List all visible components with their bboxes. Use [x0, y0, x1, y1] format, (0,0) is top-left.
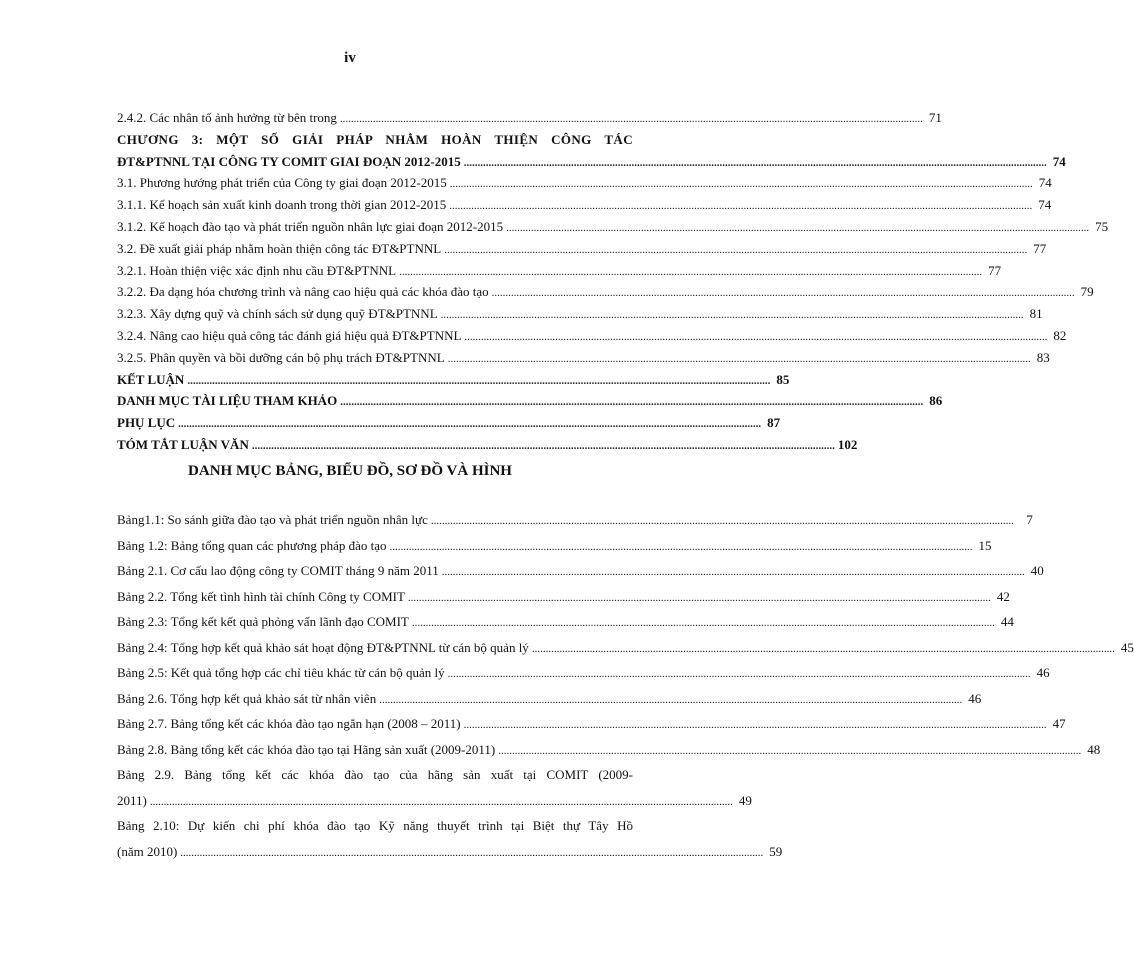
- table-entry: [117, 614, 1014, 640]
- chapter-heading-page: 74: [1052, 153, 1066, 169]
- dot-leader: [506, 221, 1089, 236]
- table-entry-page: 42: [996, 588, 1010, 604]
- toc-entry-appendix: [117, 415, 781, 437]
- toc-entry: [117, 197, 1052, 219]
- toc-entry-page: 77: [988, 262, 1002, 278]
- table-entry-wrapped: [117, 818, 783, 869]
- toc-entry: [117, 349, 1050, 372]
- toc-entry-page: 74: [1038, 175, 1052, 191]
- table-entry-page: 48: [1087, 741, 1101, 757]
- toc-entry-label: DANH MỤC TÀI LIỆU THAM KHẢO: [117, 393, 338, 409]
- table-entry-page: 40: [1030, 563, 1044, 578]
- list-of-tables-title: DANH MỤC BẢNG, BIỂU ĐỒ, SƠ ĐỒ VÀ HÌNH: [188, 463, 512, 479]
- toc-entry-label: 2.4.2. Các nhân tố ảnh hưởng từ bên trong: [117, 110, 337, 125]
- table-entry-page: 7: [1026, 512, 1033, 527]
- table-entry-label: 2011): [117, 792, 147, 808]
- chapter-heading-label: ĐT&PTNNL TẠI CÔNG TY COMIT GIAI ĐOẠN 2012-2015: [117, 153, 461, 169]
- table-entry: [117, 512, 1033, 538]
- dot-leader: [492, 286, 1075, 301]
- dot-leader: [442, 565, 1025, 580]
- table-entry-label: Bảng 2.8. Bảng tổng kết các khóa đào tạo tại Hãng sản xuất (2009-2011): [117, 741, 496, 757]
- table-entry-line2: [117, 843, 783, 870]
- toc-entry-label: KẾT LUẬN: [117, 371, 185, 387]
- dot-leader: [449, 199, 1032, 214]
- table-entry: [117, 639, 1134, 666]
- dot-leader: [431, 514, 1014, 529]
- dot-leader: [379, 693, 962, 708]
- toc-entry: [117, 218, 1109, 241]
- dot-leader: [408, 591, 991, 606]
- dot-leader: [390, 540, 973, 555]
- section-list: [117, 175, 1109, 371]
- table-entry-page: 59: [769, 843, 783, 859]
- toc-entry-conclusion: [117, 371, 790, 394]
- toc-entry: [117, 175, 1052, 197]
- toc-entry: [117, 306, 1043, 328]
- toc-entry: [117, 110, 942, 132]
- table-entry-line1: Bảng 2.10: Dự kiến chi phí khóa đào tạo Kỹ năng thuyết trình tại Biệt thự Tây Hồ: [117, 818, 633, 833]
- table-entry-line2: [117, 792, 752, 819]
- dot-leader: [441, 308, 1024, 323]
- dot-leader: [464, 330, 1047, 345]
- table-entry: [117, 588, 1010, 615]
- toc-entry-page: 102: [837, 436, 858, 452]
- dot-leader: [252, 439, 835, 454]
- toc-entry-label: 3.2.5. Phân quyền và bồi dưỡng cán bộ phụ trách ĐT&PTNNL: [117, 349, 445, 365]
- chapter-heading-line1: CHƯƠNG 3: MỘT SỐ GIẢI PHÁP NHẰM HOÀN THIỆN CÔNG TÁC: [117, 131, 633, 147]
- page-number: iv: [344, 50, 356, 66]
- table-entry-line1: Bảng 2.9. Bảng tổng kết các khóa đào tạo của hãng sản xuất tại COMIT (2009-: [117, 767, 633, 782]
- dot-leader: [444, 243, 1027, 258]
- table-entry-label: Bảng 2.5: Kết quả tổng hợp các chỉ tiêu khác từ cán bộ quản lý: [117, 665, 445, 680]
- list-of-tables: [117, 512, 1134, 869]
- dot-leader: [464, 718, 1047, 733]
- chapter-heading-line2: [117, 153, 1066, 176]
- dot-leader: [448, 352, 1031, 367]
- table-entry: [117, 690, 982, 717]
- dot-leader: [532, 642, 1115, 657]
- dot-leader: [340, 112, 923, 127]
- toc-entry-page: 83: [1036, 349, 1050, 365]
- dot-leader: [399, 265, 982, 280]
- table-entry-label: Bảng 2.1. Cơ cấu lao động công ty COMIT tháng 9 năm 2011: [117, 563, 439, 578]
- toc-entry-label: 3.2.2. Đa dạng hóa chương trình và nâng cao hiệu quả các khóa đào tạo: [117, 284, 489, 300]
- table-entry-label: Bảng 2.7. Bảng tổng kết các khóa đào tạo ngắn hạn (2008 – 2011): [117, 716, 461, 731]
- toc-entry-page: 81: [1029, 306, 1043, 322]
- table-entry-label: Bảng1.1: So sánh giữa đào tạo và phát triển nguồn nhân lực: [117, 512, 428, 527]
- dot-leader: [150, 795, 733, 810]
- dot-leader: [498, 744, 1081, 759]
- toc-entry-label: 3.1.1. Kế hoạch sản xuất kinh doanh trong thời gian 2012-2015: [117, 197, 447, 213]
- dot-leader: [464, 156, 1047, 171]
- table-entry-page: 49: [738, 792, 752, 808]
- toc-entry-page: 75: [1095, 218, 1109, 234]
- table-entry-label: Bảng 2.6. Tổng hợp kết quả khảo sát từ nhân viên: [117, 690, 377, 706]
- dot-leader: [180, 846, 763, 861]
- toc-entry-label: TÓM TẮT LUẬN VĂN: [117, 436, 249, 452]
- table-entry: [117, 665, 1050, 691]
- table-entry: [117, 537, 992, 564]
- toc-entry-label: 3.1. Phương hướng phát triển của Công ty giai đoạn 2012-2015: [117, 175, 447, 191]
- dot-leader: [340, 395, 923, 410]
- toc-entry-label: PHỤ LỤC: [117, 415, 176, 431]
- toc-entry-summary: [117, 436, 858, 459]
- table-entry-label: Bảng 2.2. Tổng kết tình hình tài chính Công ty COMIT: [117, 588, 405, 604]
- table-entry-wrapped: [117, 767, 752, 818]
- table-entry-label: Bảng 2.4: Tổng hợp kết quả khảo sát hoạt động ĐT&PTNNL từ cán bộ quản lý: [117, 639, 529, 655]
- table-of-contents: [117, 110, 1109, 459]
- table-entry: [117, 563, 1044, 589]
- toc-entry-label: 3.2.3. Xây dựng quỹ và chính sách sử dụng quỹ ĐT&PTNNL: [117, 306, 438, 322]
- dot-leader: [412, 616, 995, 631]
- dot-leader: [450, 177, 1033, 192]
- toc-entry-label: 3.2.4. Nâng cao hiệu quả công tác đánh giá hiệu quả ĐT&PTNNL: [117, 327, 462, 343]
- toc-entry: [117, 327, 1067, 350]
- toc-entry-page: 85: [776, 371, 790, 387]
- toc-entry: [117, 240, 1047, 263]
- table-entry-page: 46: [968, 690, 982, 706]
- table-entry-label: Bảng 2.3: Tổng kết kết quả phỏng vấn lãnh đạo COMIT: [117, 614, 409, 629]
- toc-entry: [117, 262, 1002, 285]
- table-entry-label: (năm 2010): [117, 843, 178, 859]
- toc-entry-references: [117, 393, 943, 415]
- toc-entry: [117, 284, 1094, 306]
- table-entry-page: 47: [1052, 716, 1066, 731]
- toc-entry-label: 3.2. Đề xuất giải pháp nhằm hoàn thiện công tác ĐT&PTNNL: [117, 240, 442, 256]
- table-entry: [117, 716, 1066, 742]
- toc-entry-page: 82: [1053, 327, 1067, 343]
- table-entry-page: 44: [1000, 614, 1014, 629]
- dot-leader: [178, 417, 761, 432]
- table-entry-page: 15: [978, 537, 992, 553]
- table-entry-label: Bảng 1.2: Bảng tổng quan các phương pháp đào tạo: [117, 537, 387, 553]
- table-entry: [117, 741, 1101, 768]
- table-entry-page: 46: [1036, 665, 1050, 680]
- toc-entry-label: 3.2.1. Hoàn thiện việc xác định nhu cầu ĐT&PTNNL: [117, 262, 397, 278]
- dot-leader: [187, 374, 770, 389]
- toc-entry-label: 3.1.2. Kế hoạch đào tạo và phát triển nguồn nhân lực giai đoạn 2012-2015: [117, 218, 504, 234]
- toc-entry-page: 74: [1038, 197, 1052, 213]
- toc-entry-page: 87: [767, 415, 781, 431]
- toc-entry-page: 79: [1080, 284, 1094, 300]
- toc-entry-page: 86: [929, 393, 943, 409]
- table-entry-page: 45: [1120, 639, 1134, 655]
- dot-leader: [448, 667, 1031, 682]
- toc-entry-page: 77: [1033, 240, 1047, 256]
- toc-entry-page: 71: [928, 110, 942, 125]
